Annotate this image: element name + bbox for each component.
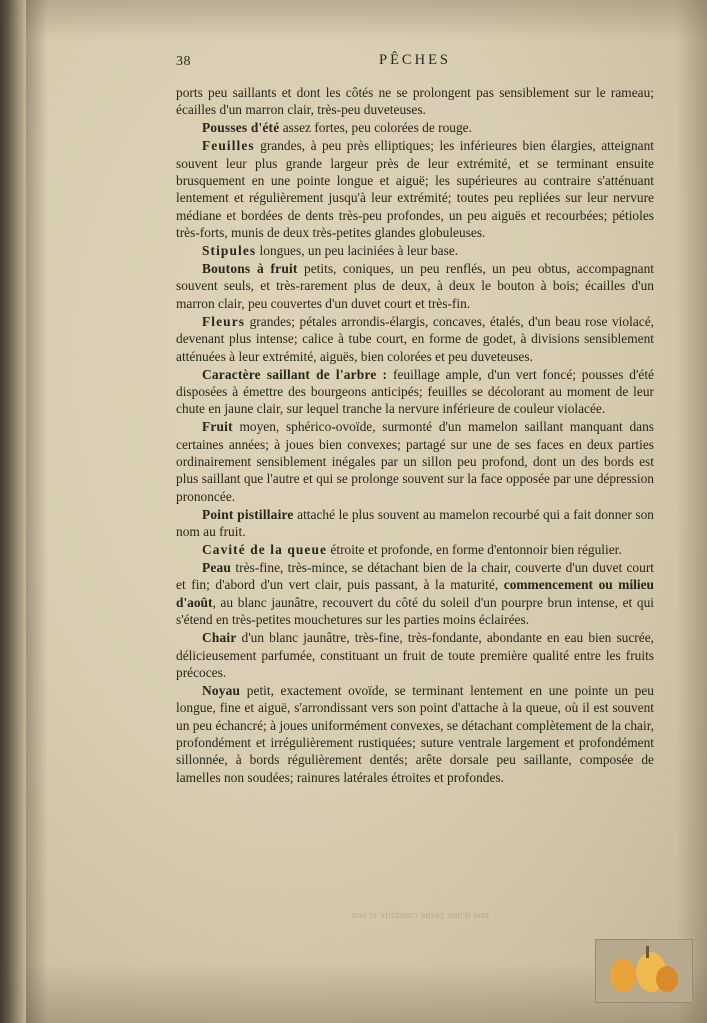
paragraph-lead: Fruit [202,419,233,435]
paragraph [176,541,654,558]
paragraph-lead: Cavité de la queue [202,542,328,558]
paragraph [176,682,654,786]
paragraph-text: assez fortes, peu colorées de rouge. [279,120,472,136]
color-calibration-swatch [595,939,693,1003]
paragraph-lead: Pousses d'été [202,120,280,136]
swatch-blob [656,966,678,992]
paragraph-lead: Stipules [202,243,257,259]
paragraph-lead: Feuilles [202,138,255,154]
paragraph-text: petits, coniques, un peu renflés, un peu obtus, accompagnant souvent seuls, et très-rarement plus de deux, à deux le bouton à bois; écailles d'un marron clair, peu couvertes d'un duvet court et très-fin. [176,261,655,311]
paragraph-emphasis: commencement ou milieu d'août [176,577,654,610]
paragraph-text: ports peu saillants et dont les côtés ne se prolongent pas sensiblement sur le rameau; écailles d'un marron clair, très-peu duveteuses. [176,85,654,118]
show-through-text: une d'une peine conduite et son [351,909,489,921]
running-title: PÊCHES [379,52,451,68]
paragraph-lead: Fleurs [202,313,246,329]
paragraph-text: feuillage ample, d'un vert foncé; pousses d'été disposées à émettre des bourgeons anticipés; feuilles se décolorant au moment de leur chute en jaune clair, sur lequel tranche la nervure inférieure de couleur violacée. [176,366,655,417]
paragraph-text: moyen, sphérico-ovoïde, surmonté d'un mamelon saillant manquant dans certaines années; à joues bien convexes; partagé sur une de ses faces en deux parties ordinairement sensiblement inégales par un sillon peu profond, dont un des bords est plus saillant que l'autre et qui se prolonge souvent sur la face opposée par une dépression prononcée. [176,419,654,504]
paragraph [176,506,654,541]
paragraph [176,313,654,365]
page-text-block [176,52,654,787]
paragraph-text: longues, un peu laciniées à leur base. [256,243,459,259]
paragraph [176,84,654,119]
paragraph-lead: Caractère saillant de l'arbre : [202,366,388,382]
paragraph [176,629,654,681]
book-binding-edge [0,0,26,1023]
paragraph-lead: Peau [202,559,232,575]
swatch-stem [646,946,649,958]
paragraph-lead: Noyau [202,682,241,698]
paragraph-text: attaché le plus souvent au mamelon recourbé qui a fait donner son nom au fruit. [176,506,654,540]
paragraph-lead: Boutons à fruit [202,261,298,277]
paragraph-text: très-fine, très-mince, se détachant bien de la chair, couverte d'un duvet court et fin; d'abord d'un vert clair, puis passant, à la maturité, [176,559,654,593]
page-number: 38 [176,54,191,69]
paragraph-text: grandes, à peu près elliptiques; les inférieures bien élargies, atteignant souvent leur plus grande largeur près de leur extrémité, et se terminant ensuite brusquement en une pointe longue et aiguë; les supérieures au contraire s'atténuant lentement et régulièrement jusqu'à leur extrémité; toutes peu repliées sur leur nervure médiane et bordées de dents très-peu profondes, un peu aiguës et recourbées; pétioles très-forts, munis de deux très-petites glandes globuleuses. [176,138,654,241]
page-header [176,52,654,78]
paragraph-text-after: , au blanc jaunâtre, recouvert du côté du soleil d'un pourpre brun intense, et qui s'étend en très-petites mouchetures sur les parties moins éclairées. [176,594,654,628]
binding-shadow [26,0,48,1023]
paragraph-text: d'un blanc jaunâtre, très-fine, très-fondante, abondante en eau bien sucrée, délicieusement parfumée, constituant un fruit de toute première qualité entre les fruits précoces. [176,630,654,680]
paragraph [176,366,654,418]
paragraph [176,418,654,505]
swatch-blob [610,958,636,992]
paragraph-text: étroite et profonde, en forme d'entonnoir bien régulier. [327,542,622,558]
paragraph [176,119,654,136]
page-top-shading [0,0,707,40]
page-right-shading [677,0,707,1023]
paragraph-lead: Chair [202,630,237,646]
paragraph [176,559,654,629]
paragraph-text: grandes; pétales arrondis-élargis, concaves, étalés, d'un beau rose violacé, devenant plus intense; calice à tube court, en forme de godet, à divisions sensiblement atténuées à leur extrémité, aiguës, bien colorées et peu duveteuses. [176,313,654,364]
paragraph [176,242,654,259]
paragraph-lead: Point pistillaire [202,506,294,522]
paragraph-text: petit, exactement ovoïde, se terminant lentement en une pointe un peu longue, fine et aiguë, s'arrondissant vers son point d'attache à la queue, où il est souvent un peu échancré; à joues uniformément convexes, se détachant complètement de la chair, profondément et irrégulièrement rustiquées; suture ventrale largement et profondément sillonnée, à bords régulièrement dentés; arête dorsale peu saillante, composée de lamelles non soudées; rainures latérales étroites et profondes. [176,682,654,785]
paragraph [176,260,654,312]
paragraph [176,137,654,241]
